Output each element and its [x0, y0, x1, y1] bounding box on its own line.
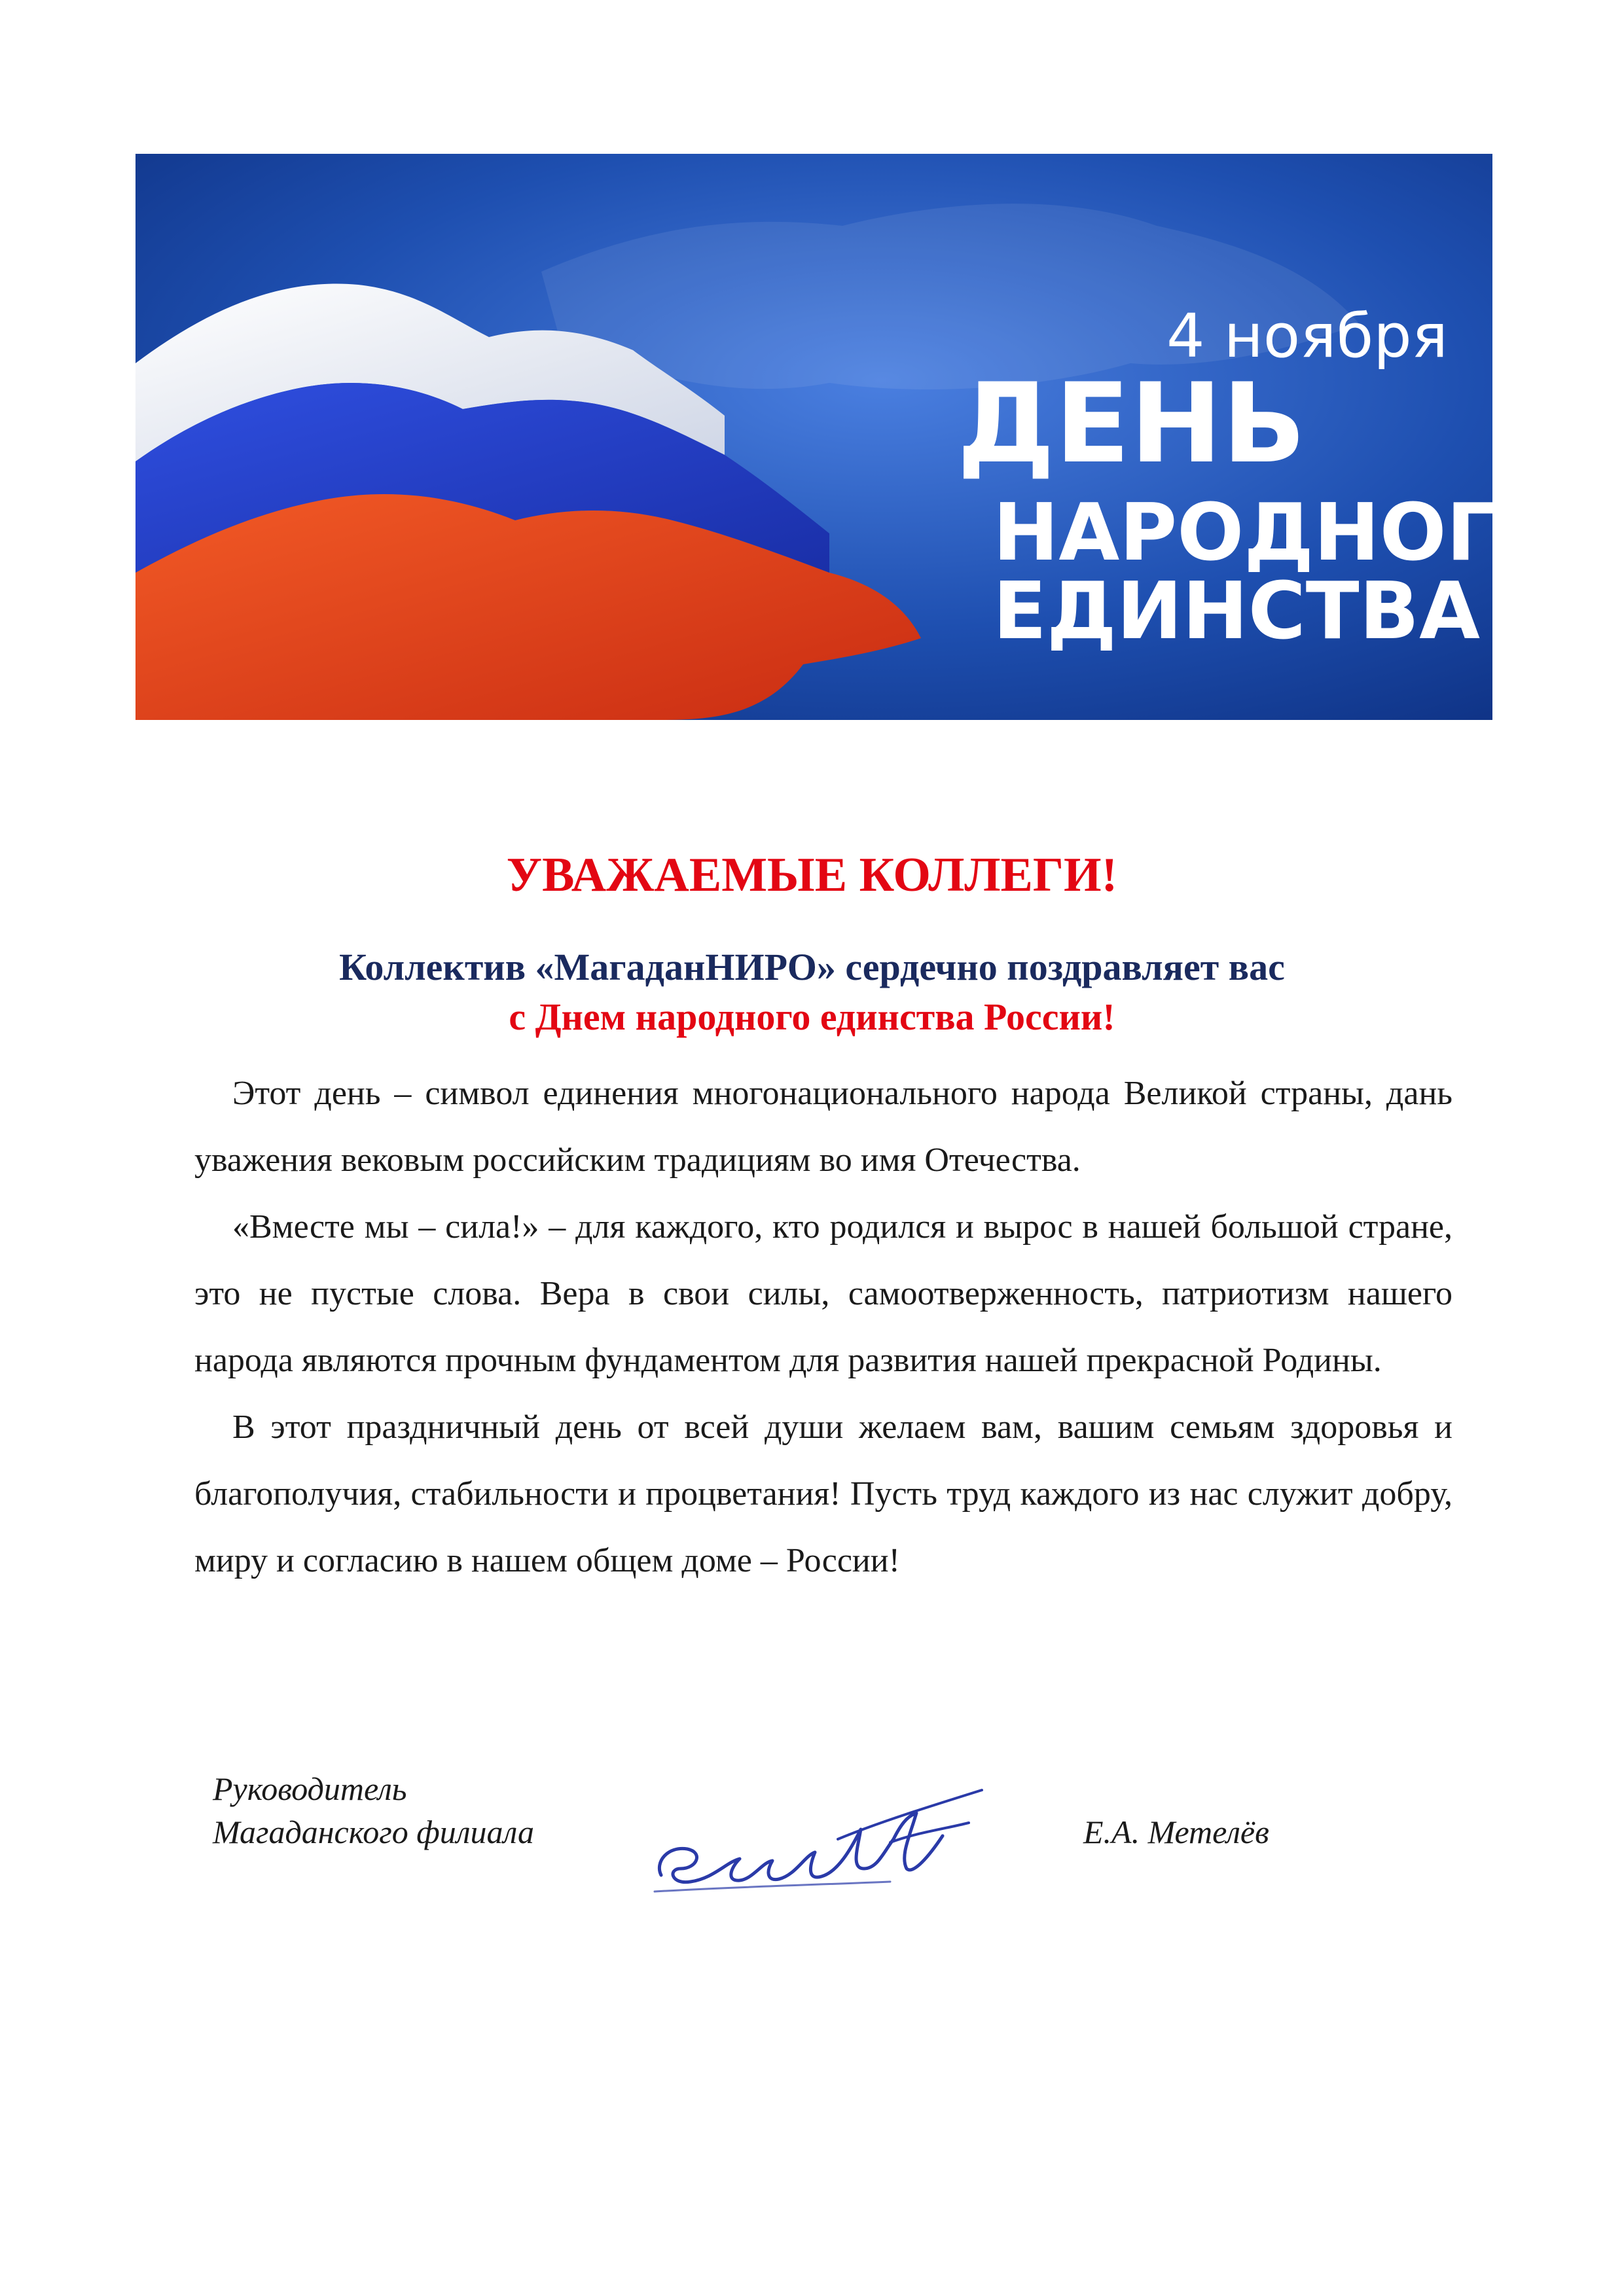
- letter-paragraph: В этот праздничный день от всей души желаем вам, вашим семьям здоровья и благополучия, стабильности и процветания! Пусть труд каждого из нас служит добру, миру и согласию в нашем общем доме – России!: [194, 1408, 1453, 1579]
- position-line2: Магаданского филиала: [213, 1814, 534, 1850]
- signatory-name: Е.А. Метелёв: [1083, 1814, 1269, 1850]
- greeting-headline: УВАЖАЕМЫЕ КОЛЛЕГИ!: [506, 848, 1118, 902]
- banner-title-line2: НАРОДНОГО: [993, 488, 1564, 579]
- position-line1: Руководитель: [213, 1770, 407, 1807]
- banner-title-line1: ДЕНЬ: [957, 359, 1307, 488]
- handwritten-signature: [641, 1777, 1008, 1901]
- subhead-line1: Коллектив «МагаданНИРО» сердечно поздравляет вас: [339, 946, 1285, 988]
- banner-graphic: [135, 154, 1564, 720]
- congratulation-subhead: [0, 942, 1624, 1042]
- signatory-position: [213, 1767, 534, 1854]
- letter-paragraph: «Вместе мы – сила!» – для каждого, кто родился и вырос в нашей большой стране, это не пустые слова. Вера в свои силы, самоотверженность, патриотизм нашего народа являются прочным фундаментом для развития нашей прекрасной Родины.: [194, 1208, 1453, 1379]
- subhead-line2: с Днем народного единства России!: [509, 996, 1115, 1038]
- letter-body: [194, 1060, 1453, 1594]
- letter-paragraph: Этот день – символ единения многонационального народа Великой страны, дань уважения вековым российским традициям во имя Отечества.: [194, 1075, 1453, 1179]
- banner-title-line3: ЕДИНСТВА: [993, 566, 1480, 657]
- holiday-banner: [135, 154, 1564, 720]
- banner-date: 4 ноября: [1166, 301, 1449, 371]
